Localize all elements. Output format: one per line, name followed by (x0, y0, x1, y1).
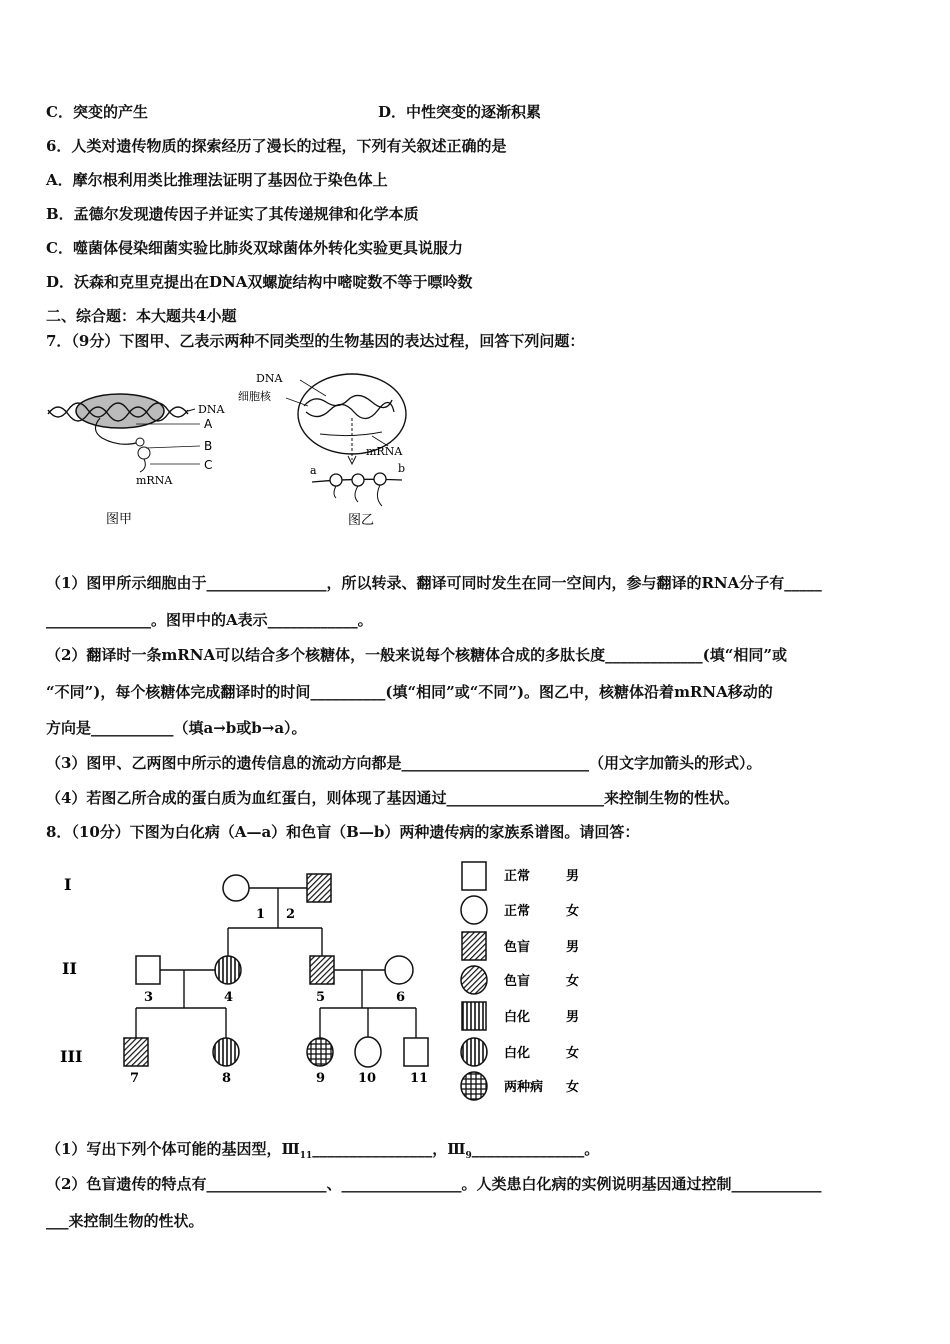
fig-jia-label-mrna: mRNA (136, 474, 173, 487)
legend-kind-2: 正常 (504, 904, 531, 919)
id-7: 7 (130, 1071, 140, 1086)
legend-sex-1: 男 (566, 869, 580, 884)
legend-sex-7: 女 (566, 1080, 580, 1095)
individual-9 (307, 1038, 333, 1066)
gen-label-1: I (64, 875, 72, 894)
q6-option-d: D．沃森和克里克提出在DNA双螺旋结构中嘧啶数不等于嘌呤数 (46, 273, 473, 291)
legend-kind-6: 白化 (504, 1046, 531, 1061)
fig-yi-label-mrna: mRNA (366, 445, 403, 458)
individual-5 (310, 956, 334, 984)
pedigree-legend (461, 862, 579, 1100)
fig-jia-label-b: B (204, 439, 213, 453)
fig-jia-caption: 图甲 (106, 512, 133, 527)
individual-6 (385, 956, 413, 984)
legend-sex-6: 女 (566, 1046, 580, 1061)
fig-jia-label-a: A (204, 417, 213, 431)
gen-label-2: II (62, 959, 77, 978)
legend-sex-4: 女 (566, 974, 580, 989)
id-6: 6 (396, 990, 406, 1005)
individual-3 (136, 956, 160, 984)
fig-jia-label-dna: DNA (198, 403, 225, 416)
legend-kind-4: 色盲 (504, 974, 531, 989)
id-11: 11 (410, 1071, 429, 1086)
q5-option-c: C．突变的产生 (46, 103, 148, 121)
individual-11 (404, 1038, 428, 1066)
q8-p1-sub-9: 9 (465, 1151, 472, 1161)
legend-sex-5: 男 (566, 1010, 580, 1025)
q6-option-a: A．摩尔根利用类比推理法证明了基因位于染色体上 (46, 171, 388, 189)
id-8: 8 (222, 1071, 232, 1086)
individual-4 (215, 956, 241, 984)
fig-yi-label-dna: DNA (256, 372, 283, 385)
q7-p3: （3）图甲、乙两图中所示的遗传信息的流动方向都是_________________________（用文字加箭头的形式）。 (46, 754, 762, 772)
q8-p2-line2: ___来控制生物的性状。 (46, 1212, 204, 1230)
fig-yi-label-b: b (398, 462, 406, 475)
fig-yi-caption: 图乙 (348, 513, 375, 528)
q7-p2-line3: 方向是___________（填a→b或b→a）。 (46, 719, 307, 737)
q5-option-d: D．中性突变的逐渐积累 (378, 103, 542, 121)
legend-sex-3: 男 (566, 940, 580, 955)
id-5: 5 (316, 990, 326, 1005)
q8-p1-mid: ________________，Ⅲ (312, 1140, 466, 1158)
section-heading: 二、综合题：本大题共4小题 (46, 307, 237, 325)
q7-p1-line2: ______________。图甲中的A表示____________。 (46, 611, 373, 629)
q8-p1 (46, 1139, 599, 1166)
id-4: 4 (224, 990, 234, 1005)
legend-sex-2: 女 (566, 904, 580, 919)
legend-kind-7: 两种病 (504, 1080, 544, 1095)
q8-p2-line1: （2）色盲遗传的特点有________________、________________。人类患白化病的实例说明基因通过控制____________ (46, 1175, 822, 1193)
pedigree-chart (50, 858, 610, 1108)
fig-jia-label-c: C (204, 458, 213, 472)
q8-p1-end: _______________。 (471, 1140, 600, 1158)
q7-stem: 7．（9分）下图甲、乙表示两种不同类型的生物基因的表达过程，回答下列问题： (46, 332, 585, 350)
figure-yi (232, 366, 432, 532)
q7-p4: （4）若图乙所合成的蛋白质为血红蛋白，则体现了基因通过_____________________来控制生物的性状。 (46, 789, 739, 807)
q6-stem: 6．人类对遗传物质的探索经历了漫长的过程，下列有关叙述正确的是 (46, 137, 507, 155)
q7-p1-line1: （1）图甲所示细胞由于________________，所以转录、翻译可同时发生在同一空间内，参与翻译的RNA分子有_____ (46, 574, 822, 592)
fig-yi-label-a: a (310, 464, 317, 477)
q8-stem: 8．（10分）下图为白化病（A—a）和色盲（B—b）两种遗传病的家族系谱图。请回答： (46, 823, 640, 841)
id-1: 1 (256, 907, 266, 922)
q8-p1-prefix: （1）写出下列个体可能的基因型，Ⅲ (46, 1140, 300, 1158)
individual-8 (213, 1038, 239, 1066)
fig-yi-label-nucleus: 细胞核 (238, 390, 271, 403)
id-10: 10 (358, 1071, 377, 1086)
legend-kind-5: 白化 (504, 1010, 531, 1025)
q6-option-b: B．孟德尔发现遗传因子并证实了其传递规律和化学本质 (46, 205, 419, 223)
individual-1 (223, 875, 249, 901)
id-2: 2 (286, 907, 296, 922)
q8-p1-sub-11: 11 (299, 1151, 313, 1161)
legend-kind-3: 色盲 (504, 940, 531, 955)
figure-jia (40, 380, 240, 530)
q7-p2-line2: “不同”)，每个核糖体完成翻译时的时间__________(填“相同”或“不同”)。图乙中，核糖体沿着mRNA移动的 (46, 683, 773, 701)
individual-7 (124, 1038, 148, 1066)
id-9: 9 (316, 1071, 326, 1086)
gen-label-3: III (60, 1047, 83, 1066)
q7-p2-line1: （2）翻译时一条mRNA可以结合多个核糖体，一般来说每个核糖体合成的多肽长度_____________(填“相同”或 (46, 646, 787, 664)
individual-2 (307, 874, 331, 902)
id-3: 3 (144, 990, 154, 1005)
legend-kind-1: 正常 (504, 869, 531, 884)
q6-option-c: C．噬菌体侵染细菌实验比肺炎双球菌体外转化实验更具说服力 (46, 239, 463, 257)
individual-10 (355, 1037, 381, 1067)
